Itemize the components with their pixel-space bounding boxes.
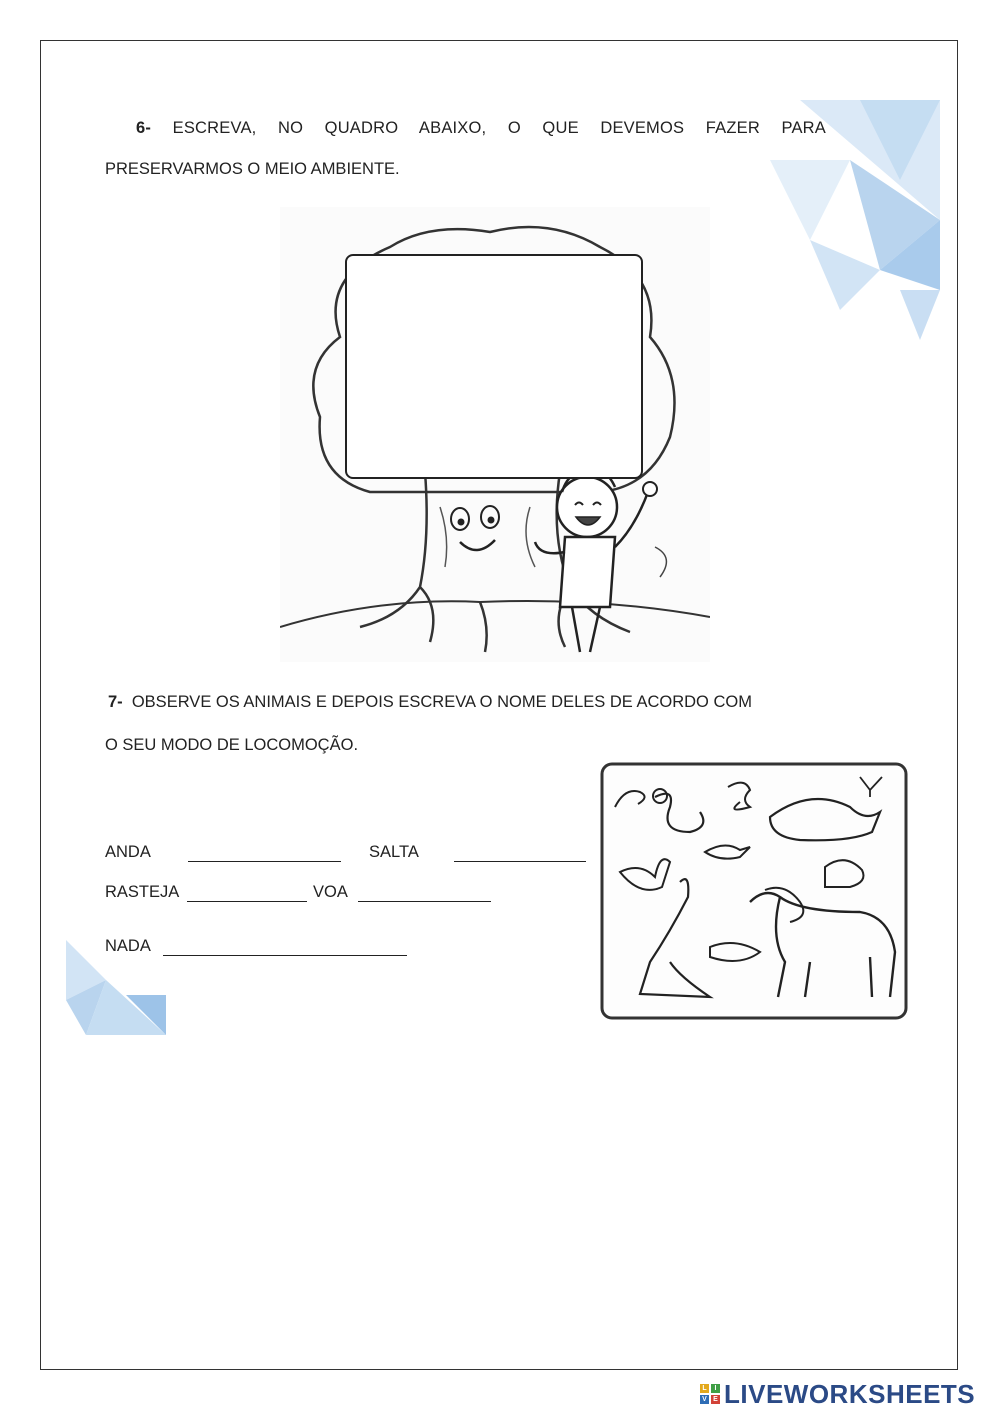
label-voa: VOA <box>313 883 348 901</box>
question-7-number: 7- <box>108 693 123 711</box>
question-7-line-2: O SEU MODO DE LOCOMOÇÃO. <box>105 736 359 754</box>
label-rasteja: RASTEJA <box>105 883 180 901</box>
question-6-number: 6- <box>136 119 152 137</box>
liveworksheets-logo <box>700 1378 975 1410</box>
label-nada: NADA <box>105 937 151 955</box>
question-6-line-2: PRESERVARMOS O MEIO AMBIENTE. <box>105 160 400 178</box>
blank-anda-input[interactable] <box>188 861 341 862</box>
blank-nada-input[interactable] <box>163 955 407 956</box>
blank-salta-input[interactable] <box>454 861 586 862</box>
question-6-line-1 <box>136 119 826 138</box>
question-7-line-1 <box>108 693 752 712</box>
environment-answer-box[interactable] <box>345 254 643 479</box>
label-anda: ANDA <box>105 843 151 861</box>
animals-illustration <box>600 762 908 1020</box>
logo-blocks-icon: L I V E <box>700 1384 720 1404</box>
question-7-text: OBSERVE OS ANIMAIS E DEPOIS ESCREVA O NOME DELES DE ACORDO COM <box>131 693 752 711</box>
blank-voa-input[interactable] <box>358 901 491 902</box>
blank-rasteja-input[interactable] <box>187 901 307 902</box>
liveworksheets-brand: LIVEWORKSHEETS <box>724 1378 976 1409</box>
label-salta: SALTA <box>369 843 419 861</box>
question-6-text: ESCREVA, NO QUADRO ABAIXO, O QUE DEVEMOS FAZER PARA <box>172 119 826 137</box>
